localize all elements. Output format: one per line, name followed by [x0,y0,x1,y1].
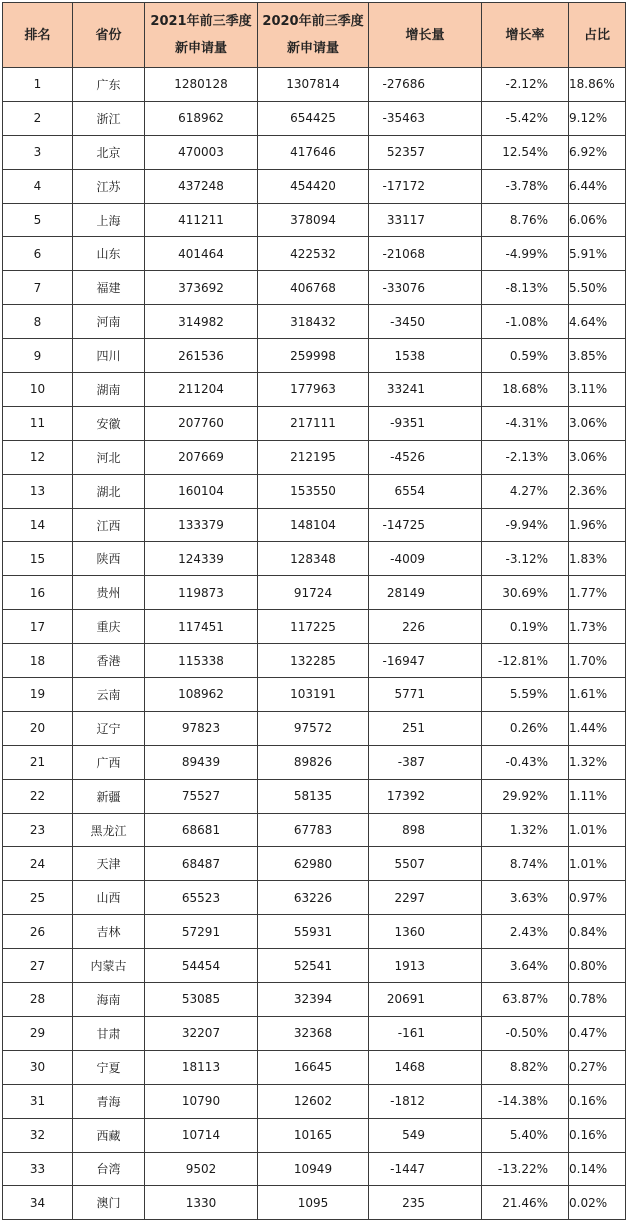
increase-cell: 33241 [369,373,482,407]
share-cell: 0.27% [569,1050,626,1084]
applications-2020-cell: 318432 [258,305,369,339]
share-cell: 3.85% [569,339,626,373]
share-cell: 4.64% [569,305,626,339]
applications-2021-cell: 618962 [145,101,258,135]
table-row [3,610,626,644]
table-row [3,203,626,237]
province-cell: 海南 [73,983,145,1017]
applications-2020-cell: 217111 [258,406,369,440]
applications-2020-cell: 259998 [258,339,369,373]
applications-2020-cell: 417646 [258,135,369,169]
province-cell: 陕西 [73,542,145,576]
province-cell: 江西 [73,508,145,542]
increase-cell: 17392 [369,779,482,813]
applications-2021-cell: 314982 [145,305,258,339]
share-cell: 2.36% [569,474,626,508]
rank-cell: 8 [3,305,73,339]
share-cell: 0.02% [569,1186,626,1220]
applications-2021-cell: 160104 [145,474,258,508]
rank-cell: 1 [3,68,73,102]
growth-rate-cell: 63.87% [482,983,569,1017]
table-row [3,983,626,1017]
applications-2020-cell: 128348 [258,542,369,576]
table-row [3,135,626,169]
table-row [3,1084,626,1118]
rank-cell: 12 [3,440,73,474]
share-cell: 1.11% [569,779,626,813]
growth-rate-cell: 8.74% [482,847,569,881]
table-row [3,1186,626,1220]
province-cell: 甘肃 [73,1016,145,1050]
applications-2021-cell: 211204 [145,373,258,407]
share-cell: 0.47% [569,1016,626,1050]
rank-cell: 13 [3,474,73,508]
applications-2020-cell: 454420 [258,169,369,203]
share-cell: 0.97% [569,881,626,915]
applications-2020-cell: 55931 [258,915,369,949]
growth-rate-cell: -0.43% [482,745,569,779]
applications-2020-cell: 91724 [258,576,369,610]
applications-2020-cell: 148104 [258,508,369,542]
rank-cell: 22 [3,779,73,813]
increase-cell: 1468 [369,1050,482,1084]
province-cell: 青海 [73,1084,145,1118]
increase-cell: 549 [369,1118,482,1152]
table-body [3,68,626,1220]
header-2020-applications [258,3,369,68]
table-row [3,542,626,576]
applications-2021-cell: 9502 [145,1152,258,1186]
applications-2021-cell: 32207 [145,1016,258,1050]
growth-rate-cell: 18.68% [482,373,569,407]
growth-rate-cell: -12.81% [482,644,569,678]
applications-2020-cell: 654425 [258,101,369,135]
table-row [3,644,626,678]
rank-cell: 14 [3,508,73,542]
rank-cell: 30 [3,1050,73,1084]
increase-cell: 1360 [369,915,482,949]
province-cell: 山西 [73,881,145,915]
province-cell: 河南 [73,305,145,339]
increase-cell: 33117 [369,203,482,237]
applications-2021-cell: 133379 [145,508,258,542]
share-cell: 6.92% [569,135,626,169]
share-cell: 0.16% [569,1118,626,1152]
table-row [3,373,626,407]
applications-2021-cell: 261536 [145,339,258,373]
rank-cell: 27 [3,949,73,983]
province-cell: 辽宁 [73,711,145,745]
applications-2021-cell: 10790 [145,1084,258,1118]
increase-cell: -4526 [369,440,482,474]
province-cell: 河北 [73,440,145,474]
applications-2021-cell: 89439 [145,745,258,779]
province-cell: 吉林 [73,915,145,949]
increase-cell: 20691 [369,983,482,1017]
share-cell: 1.83% [569,542,626,576]
growth-rate-cell: -13.22% [482,1152,569,1186]
applications-2020-cell: 10949 [258,1152,369,1186]
rank-cell: 5 [3,203,73,237]
growth-rate-cell: -14.38% [482,1084,569,1118]
growth-rate-cell: 1.32% [482,813,569,847]
table-row [3,508,626,542]
province-cell: 新疆 [73,779,145,813]
table-row [3,1050,626,1084]
rank-cell: 11 [3,406,73,440]
increase-cell: -17172 [369,169,482,203]
applications-2020-cell: 97572 [258,711,369,745]
table-row [3,339,626,373]
rank-cell: 2 [3,101,73,135]
applications-2021-cell: 437248 [145,169,258,203]
header-row [3,3,626,68]
applications-2021-cell: 119873 [145,576,258,610]
applications-2020-cell: 89826 [258,745,369,779]
province-cell: 内蒙古 [73,949,145,983]
applications-2021-cell: 54454 [145,949,258,983]
applications-2021-cell: 57291 [145,915,258,949]
applications-2020-cell: 67783 [258,813,369,847]
increase-cell: 1538 [369,339,482,373]
province-cell: 福建 [73,271,145,305]
growth-rate-cell: 0.19% [482,610,569,644]
growth-rate-cell: -8.13% [482,271,569,305]
applications-2021-cell: 401464 [145,237,258,271]
growth-rate-cell: -4.31% [482,406,569,440]
applications-2020-cell: 12602 [258,1084,369,1118]
increase-cell: 2297 [369,881,482,915]
increase-cell: 235 [369,1186,482,1220]
increase-cell: 52357 [369,135,482,169]
table-row [3,915,626,949]
applications-2020-cell: 103191 [258,678,369,712]
rank-cell: 17 [3,610,73,644]
increase-cell: -33076 [369,271,482,305]
header-2021-line2: 新申请量 [174,41,227,56]
province-cell: 湖北 [73,474,145,508]
applications-2020-cell: 63226 [258,881,369,915]
increase-cell: -1447 [369,1152,482,1186]
increase-cell: -3450 [369,305,482,339]
table-row [3,576,626,610]
header-2021-line1: 2021年前三季度 [150,14,252,29]
applications-2021-cell: 373692 [145,271,258,305]
rank-cell: 32 [3,1118,73,1152]
growth-rate-cell: -2.13% [482,440,569,474]
rank-cell: 24 [3,847,73,881]
province-cell: 黑龙江 [73,813,145,847]
applications-2020-cell: 10165 [258,1118,369,1152]
growth-rate-cell: -0.50% [482,1016,569,1050]
share-cell: 1.96% [569,508,626,542]
applications-2020-cell: 422532 [258,237,369,271]
increase-cell: -16947 [369,644,482,678]
rank-cell: 26 [3,915,73,949]
applications-2020-cell: 153550 [258,474,369,508]
province-cell: 广东 [73,68,145,102]
increase-cell: 28149 [369,576,482,610]
share-cell: 1.70% [569,644,626,678]
province-cell: 台湾 [73,1152,145,1186]
header-increase: 增长量 [369,3,482,68]
applications-2020-cell: 117225 [258,610,369,644]
applications-2021-cell: 1280128 [145,68,258,102]
growth-rate-cell: 4.27% [482,474,569,508]
applications-2020-cell: 378094 [258,203,369,237]
applications-2020-cell: 32368 [258,1016,369,1050]
rank-cell: 3 [3,135,73,169]
share-cell: 0.78% [569,983,626,1017]
rank-cell: 28 [3,983,73,1017]
rank-cell: 16 [3,576,73,610]
applications-2021-cell: 68487 [145,847,258,881]
increase-cell: 5771 [369,678,482,712]
table-row [3,1118,626,1152]
table-row [3,745,626,779]
table-row [3,271,626,305]
header-province: 省份 [73,3,145,68]
growth-rate-cell: 5.59% [482,678,569,712]
rank-cell: 25 [3,881,73,915]
header-2020-line1: 2020年前三季度 [262,14,364,29]
header-2021-applications [145,3,258,68]
rank-cell: 20 [3,711,73,745]
share-cell: 9.12% [569,101,626,135]
table-row [3,406,626,440]
increase-cell: -9351 [369,406,482,440]
rank-cell: 6 [3,237,73,271]
growth-rate-cell: 30.69% [482,576,569,610]
applications-2020-cell: 62980 [258,847,369,881]
increase-cell: 226 [369,610,482,644]
growth-rate-cell: -3.78% [482,169,569,203]
table-row [3,678,626,712]
province-cell: 香港 [73,644,145,678]
growth-rate-cell: 29.92% [482,779,569,813]
applications-2020-cell: 406768 [258,271,369,305]
share-cell: 1.01% [569,847,626,881]
applications-2020-cell: 132285 [258,644,369,678]
share-cell: 6.06% [569,203,626,237]
applications-2021-cell: 108962 [145,678,258,712]
increase-cell: -21068 [369,237,482,271]
province-cell: 江苏 [73,169,145,203]
growth-rate-cell: 3.64% [482,949,569,983]
header-share: 占比 [569,3,626,68]
rank-cell: 4 [3,169,73,203]
rank-cell: 10 [3,373,73,407]
increase-cell: -27686 [369,68,482,102]
province-cell: 贵州 [73,576,145,610]
province-cell: 宁夏 [73,1050,145,1084]
applications-2021-cell: 124339 [145,542,258,576]
applications-2020-cell: 177963 [258,373,369,407]
increase-cell: 1913 [369,949,482,983]
table-row [3,237,626,271]
increase-cell: -4009 [369,542,482,576]
province-cell: 西藏 [73,1118,145,1152]
increase-cell: 898 [369,813,482,847]
rank-cell: 23 [3,813,73,847]
applications-2020-cell: 212195 [258,440,369,474]
increase-cell: -387 [369,745,482,779]
applications-2020-cell: 1307814 [258,68,369,102]
rank-cell: 19 [3,678,73,712]
share-cell: 1.01% [569,813,626,847]
share-cell: 1.77% [569,576,626,610]
applications-2021-cell: 53085 [145,983,258,1017]
header-rank: 排名 [3,3,73,68]
share-cell: 5.91% [569,237,626,271]
growth-rate-cell: 8.82% [482,1050,569,1084]
province-cell: 天津 [73,847,145,881]
growth-rate-cell: 12.54% [482,135,569,169]
share-cell: 1.61% [569,678,626,712]
rank-cell: 31 [3,1084,73,1118]
share-cell: 0.16% [569,1084,626,1118]
share-cell: 18.86% [569,68,626,102]
share-cell: 3.06% [569,406,626,440]
applications-2021-cell: 68681 [145,813,258,847]
rank-cell: 33 [3,1152,73,1186]
rank-cell: 29 [3,1016,73,1050]
growth-rate-cell: -3.12% [482,542,569,576]
province-cell: 重庆 [73,610,145,644]
applications-2021-cell: 115338 [145,644,258,678]
share-cell: 0.84% [569,915,626,949]
applications-2020-cell: 1095 [258,1186,369,1220]
growth-rate-cell: 5.40% [482,1118,569,1152]
increase-cell: 5507 [369,847,482,881]
growth-rate-cell: 2.43% [482,915,569,949]
table-row [3,1152,626,1186]
share-cell: 0.14% [569,1152,626,1186]
applications-2021-cell: 97823 [145,711,258,745]
increase-cell: -161 [369,1016,482,1050]
applications-2021-cell: 65523 [145,881,258,915]
growth-rate-cell: 0.26% [482,711,569,745]
province-cell: 云南 [73,678,145,712]
applications-2021-cell: 207760 [145,406,258,440]
rank-cell: 7 [3,271,73,305]
table-row [3,305,626,339]
applications-2020-cell: 16645 [258,1050,369,1084]
province-cell: 北京 [73,135,145,169]
increase-cell: 6554 [369,474,482,508]
province-cell: 安徽 [73,406,145,440]
applications-2021-cell: 75527 [145,779,258,813]
rank-cell: 21 [3,745,73,779]
table-row [3,169,626,203]
applications-2021-cell: 411211 [145,203,258,237]
table-row [3,847,626,881]
rank-cell: 15 [3,542,73,576]
province-cell: 湖南 [73,373,145,407]
growth-rate-cell: 0.59% [482,339,569,373]
province-cell: 上海 [73,203,145,237]
table-row [3,440,626,474]
rank-cell: 18 [3,644,73,678]
share-cell: 3.11% [569,373,626,407]
applications-2021-cell: 1330 [145,1186,258,1220]
growth-rate-cell: -4.99% [482,237,569,271]
share-cell: 1.32% [569,745,626,779]
province-cell: 山东 [73,237,145,271]
increase-cell: -35463 [369,101,482,135]
increase-cell: -1812 [369,1084,482,1118]
table-row [3,779,626,813]
rank-cell: 9 [3,339,73,373]
province-cell: 澳门 [73,1186,145,1220]
applications-2021-cell: 10714 [145,1118,258,1152]
growth-rate-cell: -2.12% [482,68,569,102]
applications-2021-cell: 470003 [145,135,258,169]
increase-cell: 251 [369,711,482,745]
table-row [3,101,626,135]
rank-cell: 34 [3,1186,73,1220]
table-row [3,813,626,847]
table-row [3,68,626,102]
applications-2020-cell: 32394 [258,983,369,1017]
growth-rate-cell: -1.08% [482,305,569,339]
table-row [3,711,626,745]
growth-rate-cell: -9.94% [482,508,569,542]
share-cell: 1.44% [569,711,626,745]
table-header [3,3,626,68]
applications-2020-cell: 58135 [258,779,369,813]
share-cell: 6.44% [569,169,626,203]
table-row [3,881,626,915]
growth-rate-cell: 3.63% [482,881,569,915]
applications-2020-cell: 52541 [258,949,369,983]
applications-2021-cell: 18113 [145,1050,258,1084]
table-row [3,949,626,983]
province-cell: 四川 [73,339,145,373]
growth-rate-cell: 21.46% [482,1186,569,1220]
growth-rate-cell: -5.42% [482,101,569,135]
application-ranking-table [2,2,626,1220]
table-row [3,1016,626,1050]
province-cell: 广西 [73,745,145,779]
applications-2021-cell: 207669 [145,440,258,474]
applications-2021-cell: 117451 [145,610,258,644]
header-2020-line2: 新申请量 [286,41,339,56]
header-growth-rate: 增长率 [482,3,569,68]
table-row [3,474,626,508]
increase-cell: -14725 [369,508,482,542]
growth-rate-cell: 8.76% [482,203,569,237]
share-cell: 1.73% [569,610,626,644]
share-cell: 0.80% [569,949,626,983]
province-cell: 浙江 [73,101,145,135]
share-cell: 5.50% [569,271,626,305]
share-cell: 3.06% [569,440,626,474]
